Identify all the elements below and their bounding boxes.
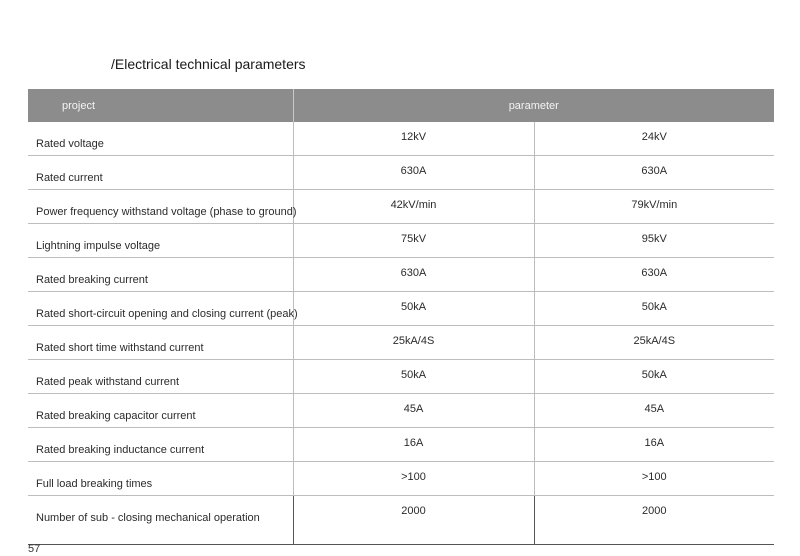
row-label: Rated peak withstand current — [28, 360, 293, 394]
table-row — [28, 224, 774, 258]
row-label: Rated breaking inductance current — [28, 428, 293, 462]
table-row — [28, 428, 774, 462]
table-body — [28, 122, 774, 545]
row-value-24kv: 630A — [534, 258, 774, 292]
row-value-12kv: 42kV/min — [293, 190, 534, 224]
row-value-12kv: 25kA/4S — [293, 326, 534, 360]
row-value-12kv: 2000 — [293, 496, 534, 545]
row-value-12kv: 16A — [293, 428, 534, 462]
page-title: /Electrical technical parameters — [111, 56, 306, 72]
row-value-12kv: 45A — [293, 394, 534, 428]
row-value-24kv: 50kA — [534, 360, 774, 394]
row-value-24kv: >100 — [534, 462, 774, 496]
header-parameter: parameter — [293, 89, 774, 122]
row-value-12kv: 12kV — [293, 122, 534, 156]
row-value-12kv: 630A — [293, 258, 534, 292]
row-value-12kv: 50kA — [293, 360, 534, 394]
table-row — [28, 190, 774, 224]
table-row — [28, 360, 774, 394]
table-row — [28, 462, 774, 496]
table-header-row — [28, 89, 774, 122]
row-value-24kv: 50kA — [534, 292, 774, 326]
row-value-24kv: 16A — [534, 428, 774, 462]
row-value-24kv: 630A — [534, 156, 774, 190]
row-label: Lightning impulse voltage — [28, 224, 293, 258]
page-number: 57 — [28, 543, 41, 555]
table-row — [28, 156, 774, 190]
row-value-24kv: 2000 — [534, 496, 774, 545]
table-row — [28, 496, 774, 545]
row-label: Full load breaking times — [28, 462, 293, 496]
row-label: Rated current — [28, 156, 293, 190]
table-row — [28, 122, 774, 156]
row-value-24kv: 25kA/4S — [534, 326, 774, 360]
row-label: Rated short-circuit opening and closing current (peak) — [28, 292, 293, 326]
row-value-24kv: 24kV — [534, 122, 774, 156]
row-label: Rated short time withstand current — [28, 326, 293, 360]
table-row — [28, 326, 774, 360]
row-value-12kv: >100 — [293, 462, 534, 496]
table-row — [28, 292, 774, 326]
parameters-table — [28, 89, 774, 545]
header-project: project — [28, 89, 293, 122]
row-label: Rated breaking current — [28, 258, 293, 292]
row-value-12kv: 75kV — [293, 224, 534, 258]
row-value-24kv: 45A — [534, 394, 774, 428]
row-label: Rated breaking capacitor current — [28, 394, 293, 428]
row-label: Number of sub - closing mechanical operation — [28, 496, 293, 545]
table-row — [28, 394, 774, 428]
row-value-12kv: 630A — [293, 156, 534, 190]
table-row — [28, 258, 774, 292]
row-label: Rated voltage — [28, 122, 293, 156]
row-value-12kv: 50kA — [293, 292, 534, 326]
row-value-24kv: 79kV/min — [534, 190, 774, 224]
row-label: Power frequency withstand voltage (phase to ground) — [28, 190, 293, 224]
row-value-24kv: 95kV — [534, 224, 774, 258]
